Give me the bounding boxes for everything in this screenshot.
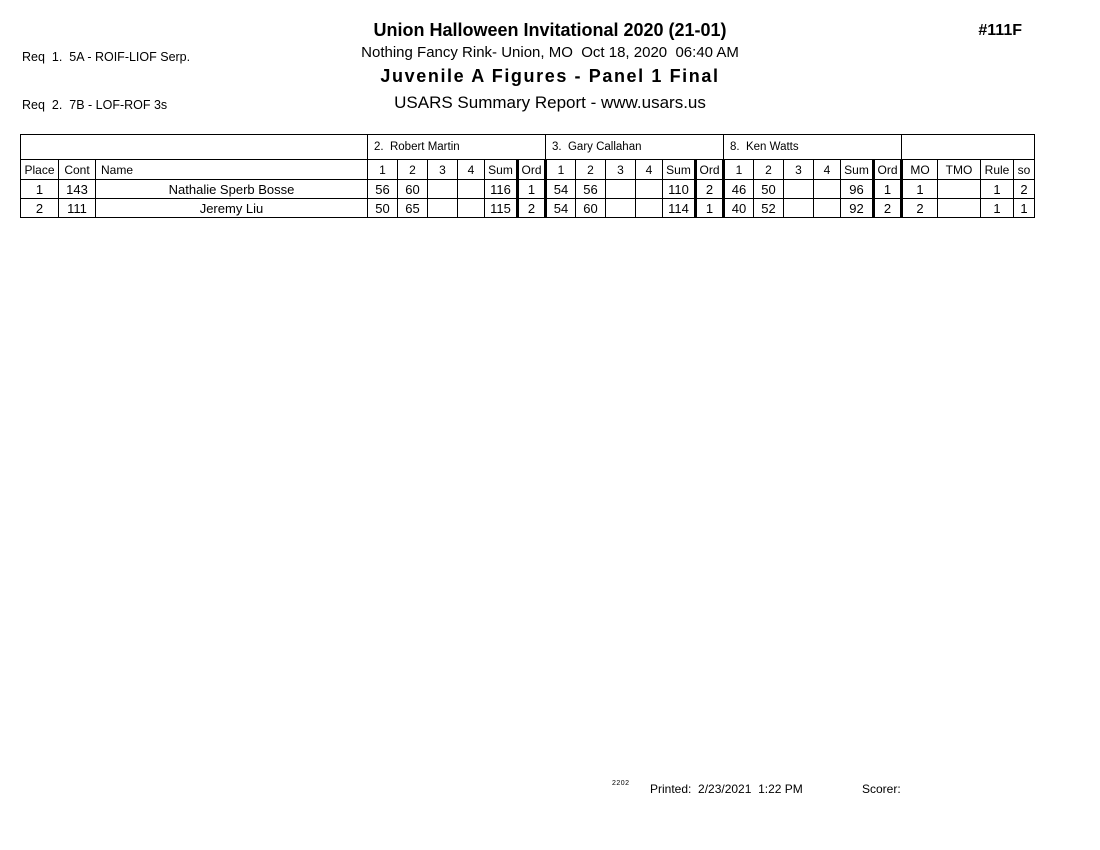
j3-score-2-cell: 52 bbox=[754, 199, 784, 218]
col-header-j1-s1: 1 bbox=[368, 160, 398, 180]
scorer-label: Scorer: bbox=[862, 782, 901, 796]
version-mark: 2202 bbox=[612, 780, 630, 787]
col-header-j2-ord: Ord bbox=[696, 160, 724, 180]
judges-row bbox=[21, 135, 1035, 160]
col-header-name: Name bbox=[96, 160, 368, 180]
so-cell: 1 bbox=[1014, 199, 1035, 218]
j1-score-2-cell: 65 bbox=[398, 199, 428, 218]
column-header-row bbox=[21, 160, 1035, 180]
mo-cell: 1 bbox=[902, 180, 938, 199]
j1-score-4-cell bbox=[458, 199, 485, 218]
place-cell: 2 bbox=[21, 199, 59, 218]
j2-score-1-cell: 54 bbox=[546, 180, 576, 199]
rule-cell: 1 bbox=[981, 199, 1014, 218]
j1-score-3-cell bbox=[428, 199, 458, 218]
result-row bbox=[21, 199, 1035, 218]
j1-sum-cell: 116 bbox=[485, 180, 518, 199]
j2-score-4-cell bbox=[636, 180, 663, 199]
place-cell: 1 bbox=[21, 180, 59, 199]
col-header-j1-s4: 4 bbox=[458, 160, 485, 180]
col-header-j1-sum: Sum bbox=[485, 160, 518, 180]
col-header-j1-s2: 2 bbox=[398, 160, 428, 180]
col-header-j3-s1: 1 bbox=[724, 160, 754, 180]
j3-score-1-cell: 40 bbox=[724, 199, 754, 218]
col-header-j2-s3: 3 bbox=[606, 160, 636, 180]
j2-sum-cell: 114 bbox=[663, 199, 696, 218]
col-header-j1-s3: 3 bbox=[428, 160, 458, 180]
j1-ordinal-cell: 1 bbox=[518, 180, 546, 199]
col-header-j3-sum: Sum bbox=[841, 160, 874, 180]
venue-date-line: Nothing Fancy Rink- Union, MO Oct 18, 2020 06:40 AM bbox=[361, 44, 739, 61]
j2-score-3-cell bbox=[606, 199, 636, 218]
req-line-2: Req 2. 7B - LOF-ROF 3s bbox=[22, 98, 168, 112]
j1-score-1-cell: 56 bbox=[368, 180, 398, 199]
j3-score-3-cell bbox=[784, 199, 814, 218]
col-header-j3-s3: 3 bbox=[784, 160, 814, 180]
j3-score-2-cell: 50 bbox=[754, 180, 784, 199]
j3-ordinal-cell: 2 bbox=[874, 199, 902, 218]
j1-score-4-cell bbox=[458, 180, 485, 199]
j3-score-1-cell: 46 bbox=[724, 180, 754, 199]
j1-score-1-cell: 50 bbox=[368, 199, 398, 218]
rule-cell: 1 bbox=[981, 180, 1014, 199]
result-row bbox=[21, 180, 1035, 199]
col-header-rule: Rule bbox=[981, 160, 1014, 180]
name-cell: Jeremy Liu bbox=[96, 199, 368, 218]
col-header-tmo: TMO bbox=[938, 160, 981, 180]
results-table bbox=[20, 134, 1035, 218]
col-header-j2-sum: Sum bbox=[663, 160, 696, 180]
j2-score-4-cell bbox=[636, 199, 663, 218]
competition-title: Union Halloween Invitational 2020 (21-01) bbox=[373, 20, 727, 40]
j1-score-2-cell: 60 bbox=[398, 180, 428, 199]
footer bbox=[0, 780, 1100, 800]
col-header-j1-ord: Ord bbox=[518, 160, 546, 180]
j3-score-4-cell bbox=[814, 180, 841, 199]
j3-sum-cell: 96 bbox=[841, 180, 874, 199]
so-cell: 2 bbox=[1014, 180, 1035, 199]
mo-cell: 2 bbox=[902, 199, 938, 218]
tmo-cell bbox=[938, 199, 981, 218]
j3-score-4-cell bbox=[814, 199, 841, 218]
report-header bbox=[0, 19, 1100, 115]
event-number: #111F bbox=[978, 22, 1022, 39]
judges-row-right-spacer bbox=[902, 135, 1035, 160]
col-header-j2-s4: 4 bbox=[636, 160, 663, 180]
col-header-j3-ord: Ord bbox=[874, 160, 902, 180]
name-cell: Nathalie Sperb Bosse bbox=[96, 180, 368, 199]
col-header-j2-s1: 1 bbox=[546, 160, 576, 180]
j3-sum-cell: 92 bbox=[841, 199, 874, 218]
j2-score-2-cell: 56 bbox=[576, 180, 606, 199]
j3-ordinal-cell: 1 bbox=[874, 180, 902, 199]
j2-sum-cell: 110 bbox=[663, 180, 696, 199]
j2-ordinal-cell: 2 bbox=[696, 180, 724, 199]
j2-score-3-cell bbox=[606, 180, 636, 199]
col-header-place: Place bbox=[21, 160, 59, 180]
col-header-mo: MO bbox=[902, 160, 938, 180]
j3-score-3-cell bbox=[784, 180, 814, 199]
judges-row-left-spacer bbox=[21, 135, 368, 160]
tmo-cell bbox=[938, 180, 981, 199]
col-header-so: so bbox=[1014, 160, 1035, 180]
req-line-1: Req 1. 5A - ROIF-LIOF Serp. bbox=[22, 50, 191, 64]
j2-score-2-cell: 60 bbox=[576, 199, 606, 218]
col-header-j2-s2: 2 bbox=[576, 160, 606, 180]
cont-cell: 111 bbox=[59, 199, 96, 218]
j2-score-1-cell: 54 bbox=[546, 199, 576, 218]
j2-ordinal-cell: 1 bbox=[696, 199, 724, 218]
event-title: Juvenile A Figures - Panel 1 Final bbox=[380, 66, 720, 86]
judge-2-header: 3. Gary Callahan bbox=[546, 135, 724, 160]
printed-timestamp: Printed: 2/23/2021 1:22 PM bbox=[650, 782, 803, 796]
j1-ordinal-cell: 2 bbox=[518, 199, 546, 218]
cont-cell: 143 bbox=[59, 180, 96, 199]
j1-sum-cell: 115 bbox=[485, 199, 518, 218]
col-header-cont: Cont bbox=[59, 160, 96, 180]
judge-1-header: 2. Robert Martin bbox=[368, 135, 546, 160]
col-header-j3-s2: 2 bbox=[754, 160, 784, 180]
j1-score-3-cell bbox=[428, 180, 458, 199]
report-type-line: USARS Summary Report - www.usars.us bbox=[394, 93, 706, 112]
judge-3-header: 8. Ken Watts bbox=[724, 135, 902, 160]
col-header-j3-s4: 4 bbox=[814, 160, 841, 180]
